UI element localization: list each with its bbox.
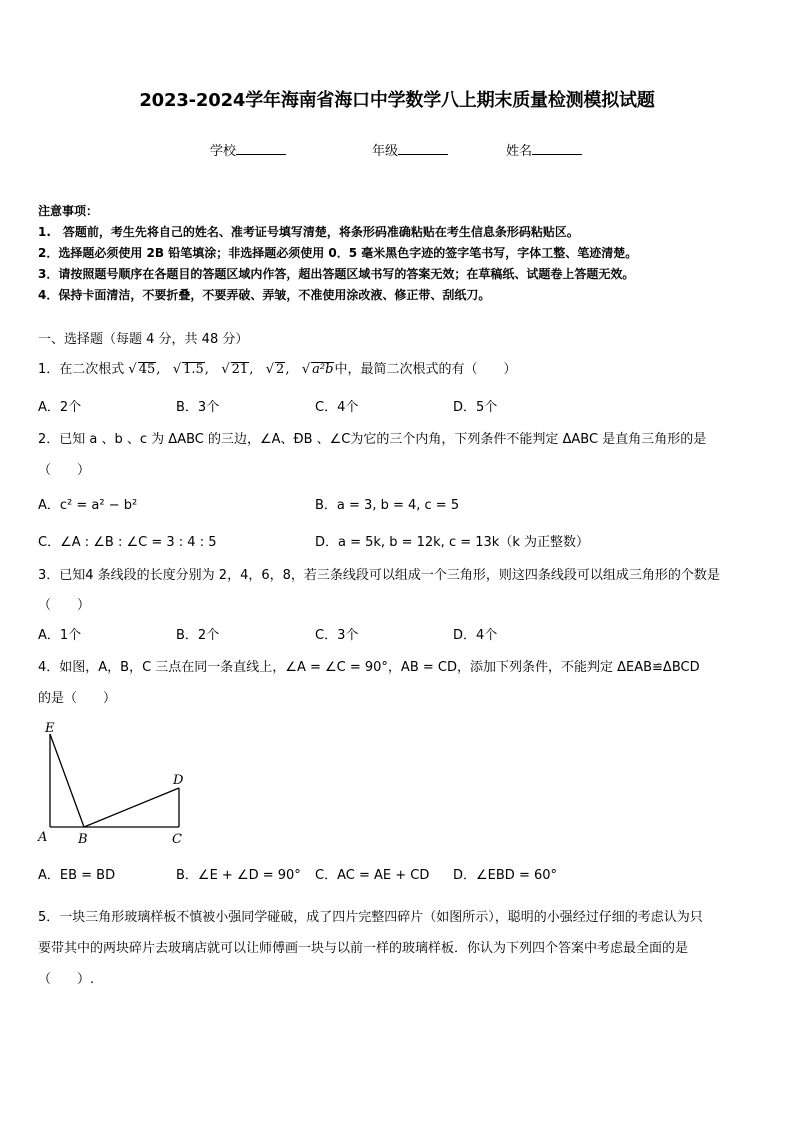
- option-b: B．2个: [176, 628, 220, 643]
- triangle-figure: [36, 716, 196, 850]
- option-b: B．∠E + ∠D = 90°: [176, 868, 301, 883]
- label-c: C: [172, 832, 182, 847]
- label-b: B: [78, 832, 88, 847]
- option-d: D．a = 5k, b = 12k, c = 13k（k 为正整数）: [315, 535, 589, 550]
- question-2-cont: （ ）: [38, 463, 91, 478]
- option-d: D．4个: [453, 628, 498, 643]
- grade-blank: [398, 142, 448, 155]
- notice-item: 3．请按照题号顺序在各题目的答题区域内作答，超出答题区域书写的答案无效；在草稿纸、试题卷上答题无效。: [38, 267, 635, 281]
- question-3-cont: （ ）: [38, 598, 91, 613]
- question-2: 2．已知 a 、b 、c 为 ΔABC 的三边，∠A、ÐB 、∠C为它的三个内角，下列条件不能判定 ΔABC 是直角三角形的是: [38, 432, 707, 447]
- question-5: 5．一块三角形玻璃样板不慎被小强同学碰破，成了四片完整四碎片（如图所示），聪明的小强经过仔细的考虑认为只: [38, 910, 703, 925]
- segment-bd: [84, 788, 179, 827]
- page-title: 2023-2024学年海南省海口中学数学八上期末质量检测模拟试题: [139, 90, 655, 111]
- option-b: B．a = 3, b = 4, c = 5: [315, 498, 460, 513]
- section-heading: 一、选择题（每题 4 分，共 48 分）: [38, 332, 249, 347]
- radical-4: √ 2,: [265, 362, 290, 377]
- notice-item: 4．保持卡面清洁，不要折叠，不要弄破、弄皱，不准使用涂改液、修正带、刮纸刀。: [38, 288, 491, 302]
- option-c: C．∠A : ∠B : ∠C = 3 : 4 : 5: [38, 535, 217, 550]
- segment-eb: [50, 734, 84, 827]
- notice-heading: 注意事项：: [38, 204, 99, 218]
- notice-item: 2．选择题必须使用 2B 铅笔填涂；非选择题必须使用 0．5 毫米黑色字迹的签字笔书写，字体工整、笔迹清楚。: [38, 246, 638, 260]
- question-4-cont: 的是（ ）: [38, 691, 117, 706]
- option-c: C．3个: [315, 628, 359, 643]
- radical-1: √ 45,: [128, 362, 161, 377]
- option-c: C．AC = AE + CD: [315, 868, 430, 883]
- name-label: 姓名: [506, 144, 533, 159]
- option-c: C．4个: [315, 400, 359, 415]
- option-d: D．5个: [453, 400, 498, 415]
- label-d: D: [173, 773, 184, 788]
- q1-prefix: 1．在二次根式: [38, 362, 125, 377]
- question-5-cont: （ ）.: [38, 972, 95, 987]
- option-a: A．EB = BD: [38, 868, 116, 883]
- question-4: 4．如图，A，B，C 三点在同一条直线上，∠A = ∠C = 90°，AB = CD，添加下列条件，不能判定 ΔEAB≌ΔBCD: [38, 660, 700, 675]
- school-blank: [236, 142, 286, 155]
- option-a: A．1个: [38, 628, 82, 643]
- question-3: 3．已知4 条线段的长度分别为 2，4，6，8，若三条线段可以组成一个三角形，则这四条线段可以组成三角形的个数是: [38, 568, 720, 583]
- label-a: A: [38, 830, 48, 845]
- name-field: [506, 140, 582, 159]
- question-5-cont: 要带其中的两块碎片去玻璃店就可以让师傅画一块与以前一样的玻璃样板．你认为下列四个答案中考虑最全面的是: [38, 941, 689, 956]
- option-a: A．c² = a² − b²: [38, 498, 138, 513]
- question-1: [38, 358, 516, 377]
- radical-2: √ 1.5,: [172, 362, 209, 377]
- name-blank: [532, 142, 582, 155]
- school-label: 学校: [210, 144, 237, 159]
- radical-5: √ a²b: [301, 362, 334, 377]
- grade-label: 年级: [372, 144, 399, 159]
- school-field: [210, 140, 286, 159]
- option-a: A．2个: [38, 400, 82, 415]
- grade-field: [372, 140, 448, 159]
- notice-item: 1. 答题前，考生先将自己的姓名、准考证号填写清楚，将条形码准确粘贴在考生信息条形码粘贴区。: [38, 225, 579, 239]
- label-e: E: [45, 721, 55, 736]
- radical-3: √ 21,: [221, 362, 254, 377]
- option-b: B．3个: [176, 400, 220, 415]
- option-d: D．∠EBD = 60°: [453, 868, 558, 883]
- q1-suffix: 中，最简二次根式的有（ ）: [334, 362, 517, 377]
